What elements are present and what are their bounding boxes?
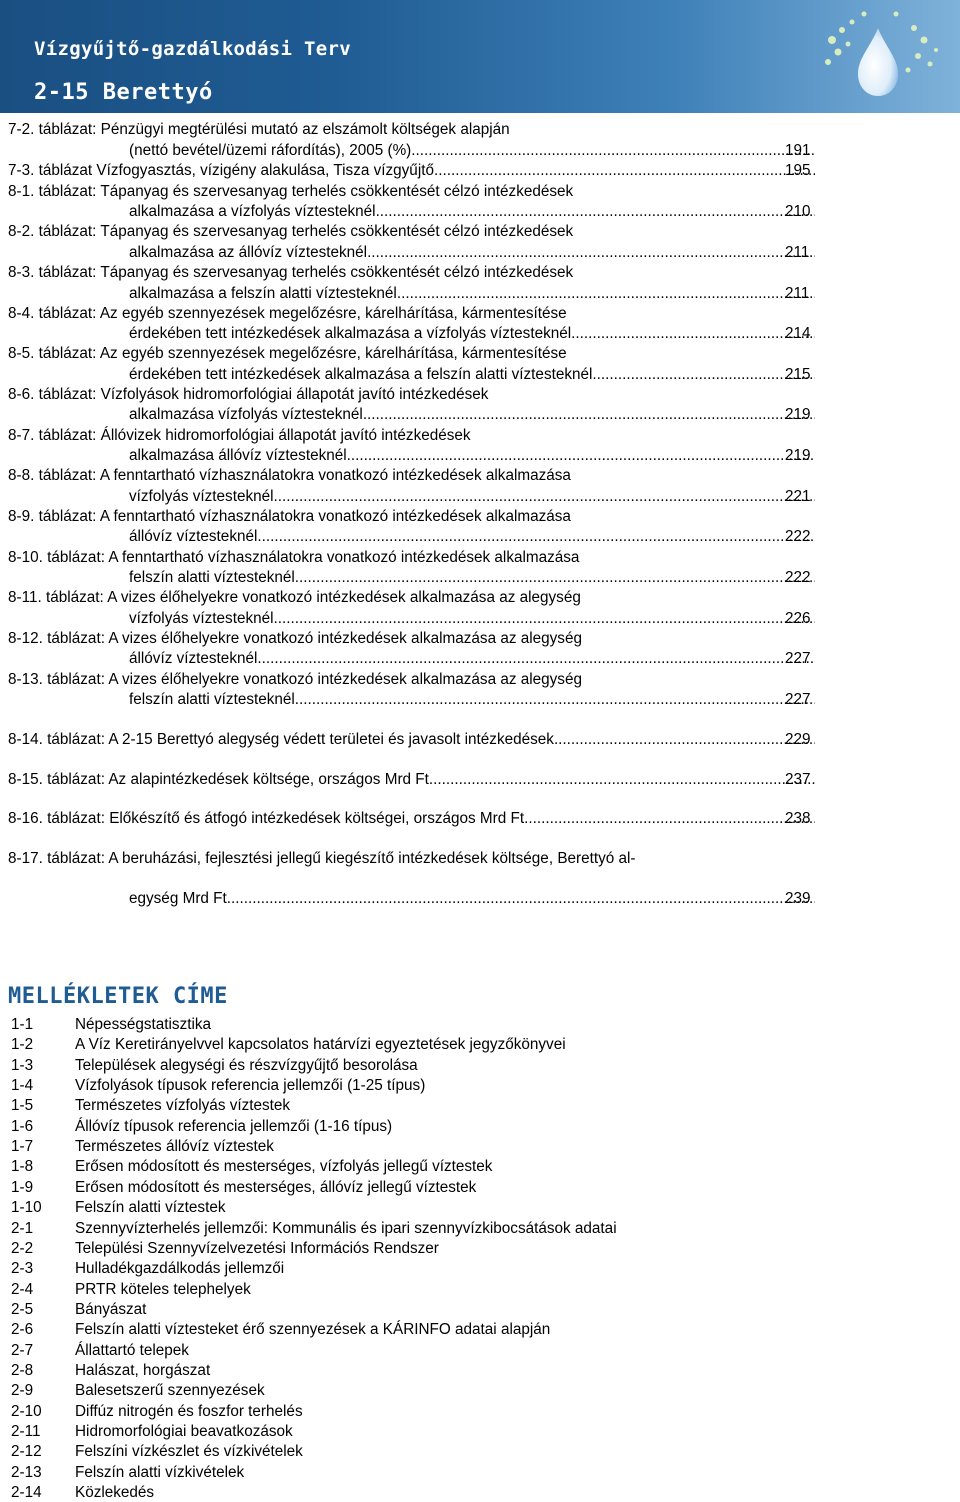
toc-entry-title: 8-5. táblázat: Az egyéb szennyezések megelőzésre, kárelhárítása, kármentesítése	[8, 345, 567, 362]
appendix-item-title[interactable]: Települések alegységi és részvízgyűjtő besorolása	[75, 1056, 418, 1074]
dot-leader	[295, 569, 815, 587]
appendix-item-title[interactable]: Diffúz nitrogén és foszfor terhelés	[75, 1402, 303, 1420]
appendix-title: MELLÉKLETEK CÍME	[8, 984, 228, 1009]
appendix-item-number: 2-6	[11, 1321, 34, 1339]
appendix-item-title[interactable]: A Víz Keretirányelvvel kapcsolatos határvízi egyeztetések jegyzőkönyvei	[75, 1036, 566, 1054]
appendix-item-number: 2-8	[11, 1361, 34, 1379]
toc-entry-title: 7-2. táblázat: Pénzügyi megtérülési mutató az elszámolt költségek alapján	[8, 121, 510, 138]
toc-entry-continuation: vízfolyás víztesteknél	[129, 488, 274, 505]
dot-leader	[429, 771, 815, 789]
dot-leader	[571, 325, 815, 343]
appendix-item-title[interactable]: Erősen módosított és mesterséges, állóvíz jellegű víztestek	[75, 1178, 477, 1196]
toc-entry-page: 219	[785, 406, 811, 423]
toc-entry-continuation: (nettó bevétel/üzemi ráfordítás), 2005 (%)	[129, 142, 412, 159]
toc-entry-continuation: alkalmazása az állóvíz víztesteknél	[129, 244, 368, 261]
appendix-item-title[interactable]: Felszín alatti vízkivételek	[75, 1463, 245, 1481]
toc-entry-page: 239	[785, 890, 811, 907]
toc-entry-title: 8-7. táblázat: Állóvizek hidromorfológiai állapotát javító intézkedések	[8, 427, 471, 444]
toc-entry-continuation: alkalmazása vízfolyás víztesteknél	[129, 406, 363, 423]
toc-entry-title: 8-9. táblázat: A fenntartható vízhasználatokra vonatkozó intézkedések alkalmazása	[8, 508, 571, 525]
toc-entry-title: 8-10. táblázat: A fenntartható vízhasználatokra vonatkozó intézkedések alkalmazása	[8, 549, 580, 566]
toc-entry-title: 8-3. táblázat: Tápanyag és szervesanyag terhelés csökkentését célzó intézkedések	[8, 264, 574, 281]
toc-entry-title: 8-16. táblázat: Előkészítő és átfogó intézkedések költségei, országos Mrd Ft	[8, 810, 525, 827]
toc-entry-page: 226	[785, 610, 811, 627]
toc-entry-title: 8-1. táblázat: Tápanyag és szervesanyag terhelés csökkentését célzó intézkedések	[8, 183, 574, 200]
document-title: Vízgyűjtő-gazdálkodási Terv	[34, 38, 351, 60]
appendix-item-title[interactable]: Állattartó telepek	[75, 1341, 189, 1359]
appendix-item-title[interactable]: Halászat, horgászat	[75, 1361, 211, 1379]
toc-entry-continuation: vízfolyás víztesteknél	[129, 610, 274, 627]
appendix-item-title[interactable]: Hidromorfológiai beavatkozások	[75, 1423, 293, 1440]
appendix-item-number: 1-10	[11, 1199, 42, 1217]
appendix-item-number: 2-12	[11, 1443, 42, 1461]
dot-leader	[554, 731, 815, 749]
dot-leader	[411, 142, 815, 160]
appendix-item-title[interactable]: Erősen módosított és mesterséges, vízfolyás jellegű víztestek	[75, 1158, 493, 1176]
appendix-item-number: 2-7	[11, 1341, 34, 1359]
toc-entry-continuation: felszín alatti víztesteknél	[129, 691, 295, 708]
toc-entry-page: 237	[785, 771, 811, 788]
dot-leader	[274, 488, 815, 506]
appendix-item-number: 2-10	[11, 1402, 42, 1420]
appendix-item-number: 2-5	[11, 1300, 34, 1318]
dot-leader	[295, 691, 815, 709]
appendix-item-number: 1-6	[11, 1117, 34, 1135]
dot-leader	[434, 162, 815, 180]
appendix-item-title[interactable]: Felszín alatti víztestek	[75, 1199, 226, 1217]
toc-entry-page: 221	[785, 488, 811, 505]
appendix-item-number: 1-7	[11, 1138, 34, 1156]
dot-leader	[347, 447, 815, 465]
appendix-item-number: 2-11	[11, 1423, 41, 1440]
toc-entry-title: 8-13. táblázat: A vizes élőhelyekre vonatkozó intézkedések alkalmazása az alegység	[8, 671, 582, 688]
appendix-item-title[interactable]: Természetes vízfolyás víztestek	[75, 1097, 291, 1115]
appendix-item-number: 1-4	[11, 1077, 34, 1095]
dot-leader	[274, 610, 815, 628]
appendix-item-title[interactable]: Települési Szennyvízelvezetési Információs Rendszer	[75, 1239, 439, 1257]
appendix-item-title[interactable]: PRTR köteles telephelyek	[75, 1280, 251, 1298]
toc-entry-title: 8-14. táblázat: A 2-15 Berettyó alegység védett területei és javasolt intézkedések	[8, 731, 554, 748]
toc-entry-continuation: érdekében tett intézkedések alkalmazása a vízfolyás víztesteknél	[129, 325, 572, 342]
appendix-item-number: 1-5	[11, 1097, 34, 1115]
appendix-item-title[interactable]: Szennyvízterhelés jellemzői: Kommunális és ipari szennyvízkibocsátások adatai	[75, 1219, 617, 1237]
toc-entry-continuation: állóvíz víztesteknél	[129, 528, 258, 545]
toc-entry-page: 238	[785, 810, 811, 827]
appendix-item-number: 2-13	[11, 1463, 42, 1481]
section-title: 2-15 Berettyó	[34, 80, 213, 105]
appendix-item-number: 2-2	[11, 1239, 34, 1257]
toc-entry-page: 222	[785, 528, 811, 545]
toc-entry-continuation: alkalmazása állóvíz víztesteknél	[129, 447, 347, 464]
dot-leader	[227, 890, 815, 908]
toc-entry-title: 7-3. táblázat Vízfogyasztás, vízigény alakulása, Tisza vízgyűjtő	[8, 162, 434, 179]
toc-entry-page: 227	[785, 691, 811, 708]
appendix-item-title[interactable]: Felszín alatti víztesteket érő szennyezések a KÁRINFO adatai alapján	[75, 1321, 551, 1339]
water-drop-logo-icon	[808, 0, 960, 113]
appendix-item-number: 2-4	[11, 1280, 34, 1298]
appendix-item-number: 2-3	[11, 1260, 34, 1278]
appendix-item-number: 1-2	[11, 1036, 34, 1054]
toc-entry-page: 215	[785, 366, 811, 383]
toc-entry-title: 8-6. táblázat: Vízfolyások hidromorfológiai állapotát javító intézkedések	[8, 386, 489, 403]
toc-entry-continuation: felszín alatti víztesteknél	[129, 569, 295, 586]
appendix-item-title[interactable]: Vízfolyások típusok referencia jellemzői (1-25 típus)	[75, 1077, 426, 1095]
appendix-item-title[interactable]: Népességstatisztika	[75, 1016, 212, 1033]
toc-entry-page: 227	[785, 650, 811, 667]
toc-entry-continuation: állóvíz víztesteknél	[129, 650, 258, 667]
appendix-item-title[interactable]: Hulladékgazdálkodás jellemzői	[75, 1260, 285, 1278]
toc-entry-title: 8-12. táblázat: A vizes élőhelyekre vonatkozó intézkedések alkalmazása az alegység	[8, 630, 582, 647]
dot-leader	[397, 285, 815, 303]
dot-leader	[524, 810, 815, 828]
toc-entry-page: 195	[785, 162, 811, 179]
toc-entry-title: 8-8. táblázat: A fenntartható vízhasználatokra vonatkozó intézkedések alkalmazása	[8, 467, 571, 484]
dot-leader	[363, 406, 815, 424]
appendix-item-title[interactable]: Felszíni vízkészlet és vízkivételek	[75, 1443, 303, 1461]
toc-entry-page: 210	[785, 203, 811, 220]
appendix-item-title[interactable]: Közlekedés	[75, 1484, 155, 1502]
appendix-item-title[interactable]: Állóvíz típusok referencia jellemzői (1-16 típus)	[75, 1117, 393, 1135]
appendix-item-title[interactable]: Természetes állóvíz víztestek	[75, 1138, 274, 1156]
toc-entry-page: 211	[785, 285, 810, 302]
appendix-item-number: 1-9	[11, 1178, 34, 1196]
appendix-item-number: 1-3	[11, 1056, 34, 1074]
toc-entry-continuation: alkalmazása a felszín alatti víztesteknél	[129, 285, 397, 302]
appendix-item-number: 1-8	[11, 1158, 34, 1176]
toc-entry-continuation: érdekében tett intézkedések alkalmazása a felszín alatti víztesteknél	[129, 366, 593, 383]
toc-entry-continuation: alkalmazása a vízfolyás víztesteknél	[129, 203, 376, 220]
toc-entry-page: 219	[785, 447, 811, 464]
toc-entry-title: 8-17. táblázat: A beruházási, fejlesztési jellegű kiegészítő intézkedések költsége, Berettyó al-	[8, 850, 636, 867]
dot-leader	[592, 366, 815, 384]
appendix-item-title[interactable]: Bányászat	[75, 1300, 147, 1318]
appendix-item-number: 2-14	[11, 1484, 42, 1502]
toc-entry-page: 222	[785, 569, 811, 586]
dot-leader	[257, 528, 815, 546]
appendix-item-number: 2-1	[11, 1219, 34, 1237]
page-header	[0, 0, 960, 113]
dot-leader	[376, 203, 815, 221]
toc-entry-title: 8-2. táblázat: Tápanyag és szervesanyag terhelés csökkentését célzó intézkedések	[8, 223, 574, 240]
toc-entry-page: 191	[785, 142, 811, 159]
appendix-item-number: 1-1	[11, 1016, 34, 1033]
appendix-item-number: 2-9	[11, 1382, 34, 1400]
toc-entry-title: 8-15. táblázat: Az alapintézkedések költsége, országos Mrd Ft	[8, 771, 429, 788]
toc-entry-title: 8-4. táblázat: Az egyéb szennyezések megelőzésre, kárelhárítása, kármentesítése	[8, 305, 567, 322]
dot-leader	[257, 650, 815, 668]
toc-entry-page: 211	[785, 244, 810, 261]
toc-entry-page: 214	[785, 325, 811, 342]
appendix-item-title[interactable]: Balesetszerű szennyezések	[75, 1382, 265, 1400]
toc-entry-title: 8-11. táblázat: A vizes élőhelyekre vonatkozó intézkedések alkalmazása az alegység	[8, 589, 581, 606]
dot-leader	[367, 244, 815, 262]
toc-entry-page: 229	[785, 731, 811, 748]
toc-entry-continuation: egység Mrd Ft	[129, 890, 227, 907]
